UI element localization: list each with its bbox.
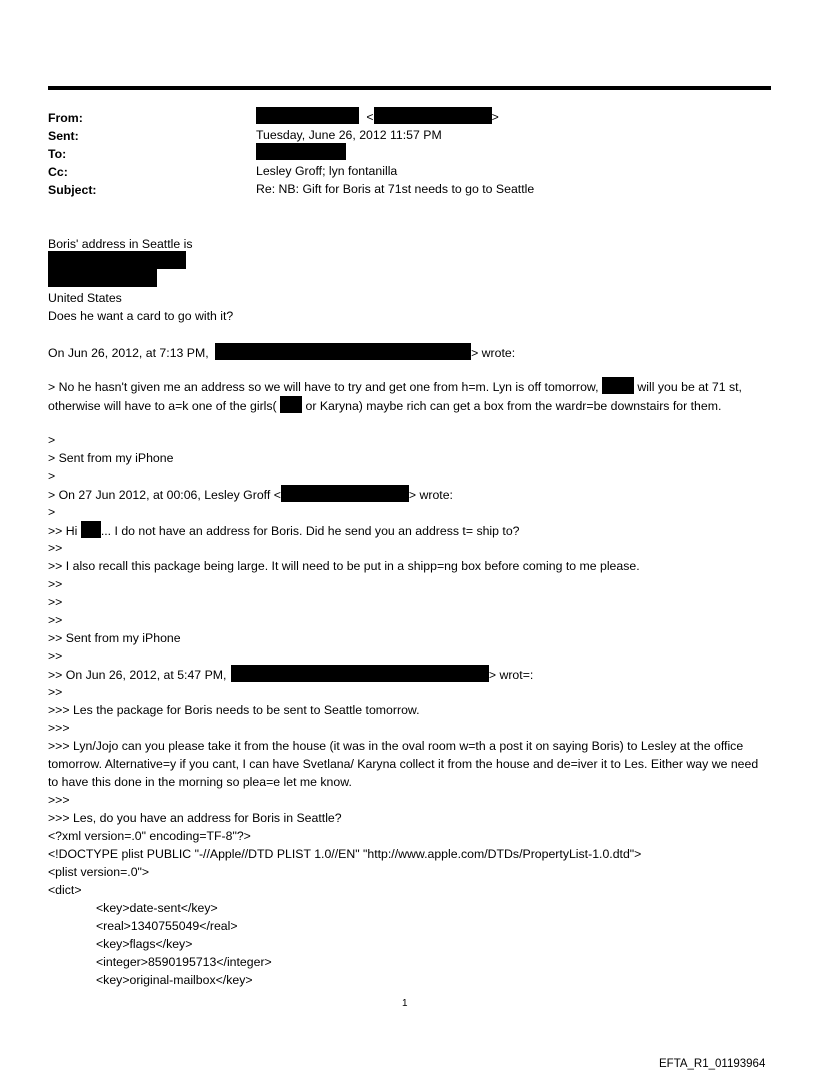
reply-header-1-text: On Jun 26, 2012, at 7:13 PM,	[48, 346, 209, 360]
from-lt: <	[366, 110, 374, 124]
subject-value: Re: NB: Gift for Boris at 71st needs to go to Seattle	[256, 182, 535, 196]
cc-value: Lesley Groff; lyn fontanilla	[256, 164, 398, 178]
xml-key-original-mailbox: <key>original-mailbox</key>	[96, 973, 253, 987]
sent-from-iphone-1: > Sent from my iPhone	[48, 451, 174, 465]
xml-plist: <plist version=.0">	[48, 865, 150, 879]
redaction-box	[256, 143, 346, 160]
reply-header-1	[48, 343, 515, 362]
quoted-text: or Karyna) maybe rich can get a box from the wardr=be downstairs for them.	[305, 399, 722, 413]
redaction-box	[231, 665, 489, 682]
reply-header-3-text: >> On Jun 26, 2012, at 5:47 PM,	[48, 668, 227, 682]
bates-number: EFTA_R1_01193964	[659, 1058, 766, 1070]
reply-header-3	[48, 665, 533, 684]
xml-integer: <integer>8590195713</integer>	[96, 955, 272, 969]
redaction-box	[48, 269, 157, 287]
les-address-line: >>> Les, do you have an address for Boris in Seattle?	[48, 811, 342, 825]
quote-marker: >	[48, 469, 56, 483]
sent-value: Tuesday, June 26, 2012 11:57 PM	[256, 128, 442, 142]
redaction-box	[81, 521, 101, 538]
redaction-box	[215, 343, 471, 360]
to-value	[256, 143, 346, 162]
quote-marker: >>	[48, 541, 63, 555]
sent-label: Sent:	[48, 129, 79, 143]
hi-text-rest: ... I do not have an address for Boris. Did he send you an address t= ship to?	[100, 524, 520, 538]
quote-marker: >>>	[48, 721, 70, 735]
reply-header-2	[48, 485, 453, 504]
quote-marker: >>	[48, 613, 63, 627]
hi-text: >> Hi	[48, 524, 78, 538]
to-label: To:	[48, 147, 67, 161]
xml-doctype: <!DOCTYPE plist PUBLIC "-//Apple//DTD PLIST 1.0//EN" "http://www.apple.com/DTDs/PropertyList-1.0.dtd">	[48, 847, 642, 861]
reply-header-2-end: > wrote:	[408, 488, 453, 502]
page-number: 1	[402, 998, 408, 1009]
quote-marker: >>	[48, 685, 63, 699]
country: United States	[48, 291, 122, 305]
les-package-line: >>> Les the package for Boris needs to be sent to Seattle tomorrow.	[48, 703, 420, 717]
address-intro: Boris' address in Seattle is	[48, 237, 193, 251]
header-divider	[48, 86, 771, 90]
lyn-jojo-paragraph: >>> Lyn/Jojo can you please take it from the house (it was in the oval room w=th a post it on saying Boris) to Lesley at the office tomorrow. Alternative=y if you cant, I can have Svetlana/ Karyna collect it from the house and de=iver it to Les. Either way we need to have this done in the morning so plea=e let me know.	[48, 739, 759, 789]
card-question: Does he want a card to go with it?	[48, 309, 234, 323]
redaction-box	[281, 485, 409, 502]
quote-marker: >>	[48, 577, 63, 591]
hi-line	[48, 521, 520, 540]
xml-dict: <dict>	[48, 883, 82, 897]
reply-header-1-end: > wrote:	[471, 346, 516, 360]
quoted-message-1	[48, 377, 763, 415]
xml-declaration: <?xml version=.0" encoding=TF-8"?>	[48, 829, 251, 843]
reply-header-3-end: > wrot=:	[488, 668, 534, 682]
quoted-text: will you be at 71 st, otherwise will have to a=k one of the girls(	[48, 380, 742, 413]
from-gt: >	[491, 110, 499, 124]
redaction-box	[256, 107, 359, 124]
from-label: From:	[48, 111, 83, 125]
quote-marker: >	[48, 505, 56, 519]
package-large-line: >> I also recall this package being large. It will need to be put in a shipp=ng box before coming to me please.	[48, 559, 640, 573]
redaction-box	[374, 107, 492, 124]
cc-label: Cc:	[48, 165, 68, 179]
quote-marker: >>	[48, 649, 63, 663]
quote-marker: >>	[48, 595, 63, 609]
sent-from-iphone-2: >> Sent from my iPhone	[48, 631, 181, 645]
xml-real: <real>1340755049</real>	[96, 919, 238, 933]
redaction-box	[602, 377, 634, 394]
xml-key-flags: <key>flags</key>	[96, 937, 193, 951]
from-value	[256, 107, 499, 126]
xml-key-date-sent: <key>date-sent</key>	[96, 901, 218, 915]
redaction-box	[48, 251, 186, 269]
redaction-box	[280, 396, 302, 413]
reply-header-2-text: > On 27 Jun 2012, at 00:06, Lesley Groff <	[48, 488, 281, 502]
quote-marker: >	[48, 433, 56, 447]
quoted-text: > No he hasn't given me an address so we will have to try and get one from h=m. Lyn is off tomorrow,	[48, 380, 599, 394]
subject-label: Subject:	[48, 183, 97, 197]
quote-marker: >>>	[48, 793, 70, 807]
